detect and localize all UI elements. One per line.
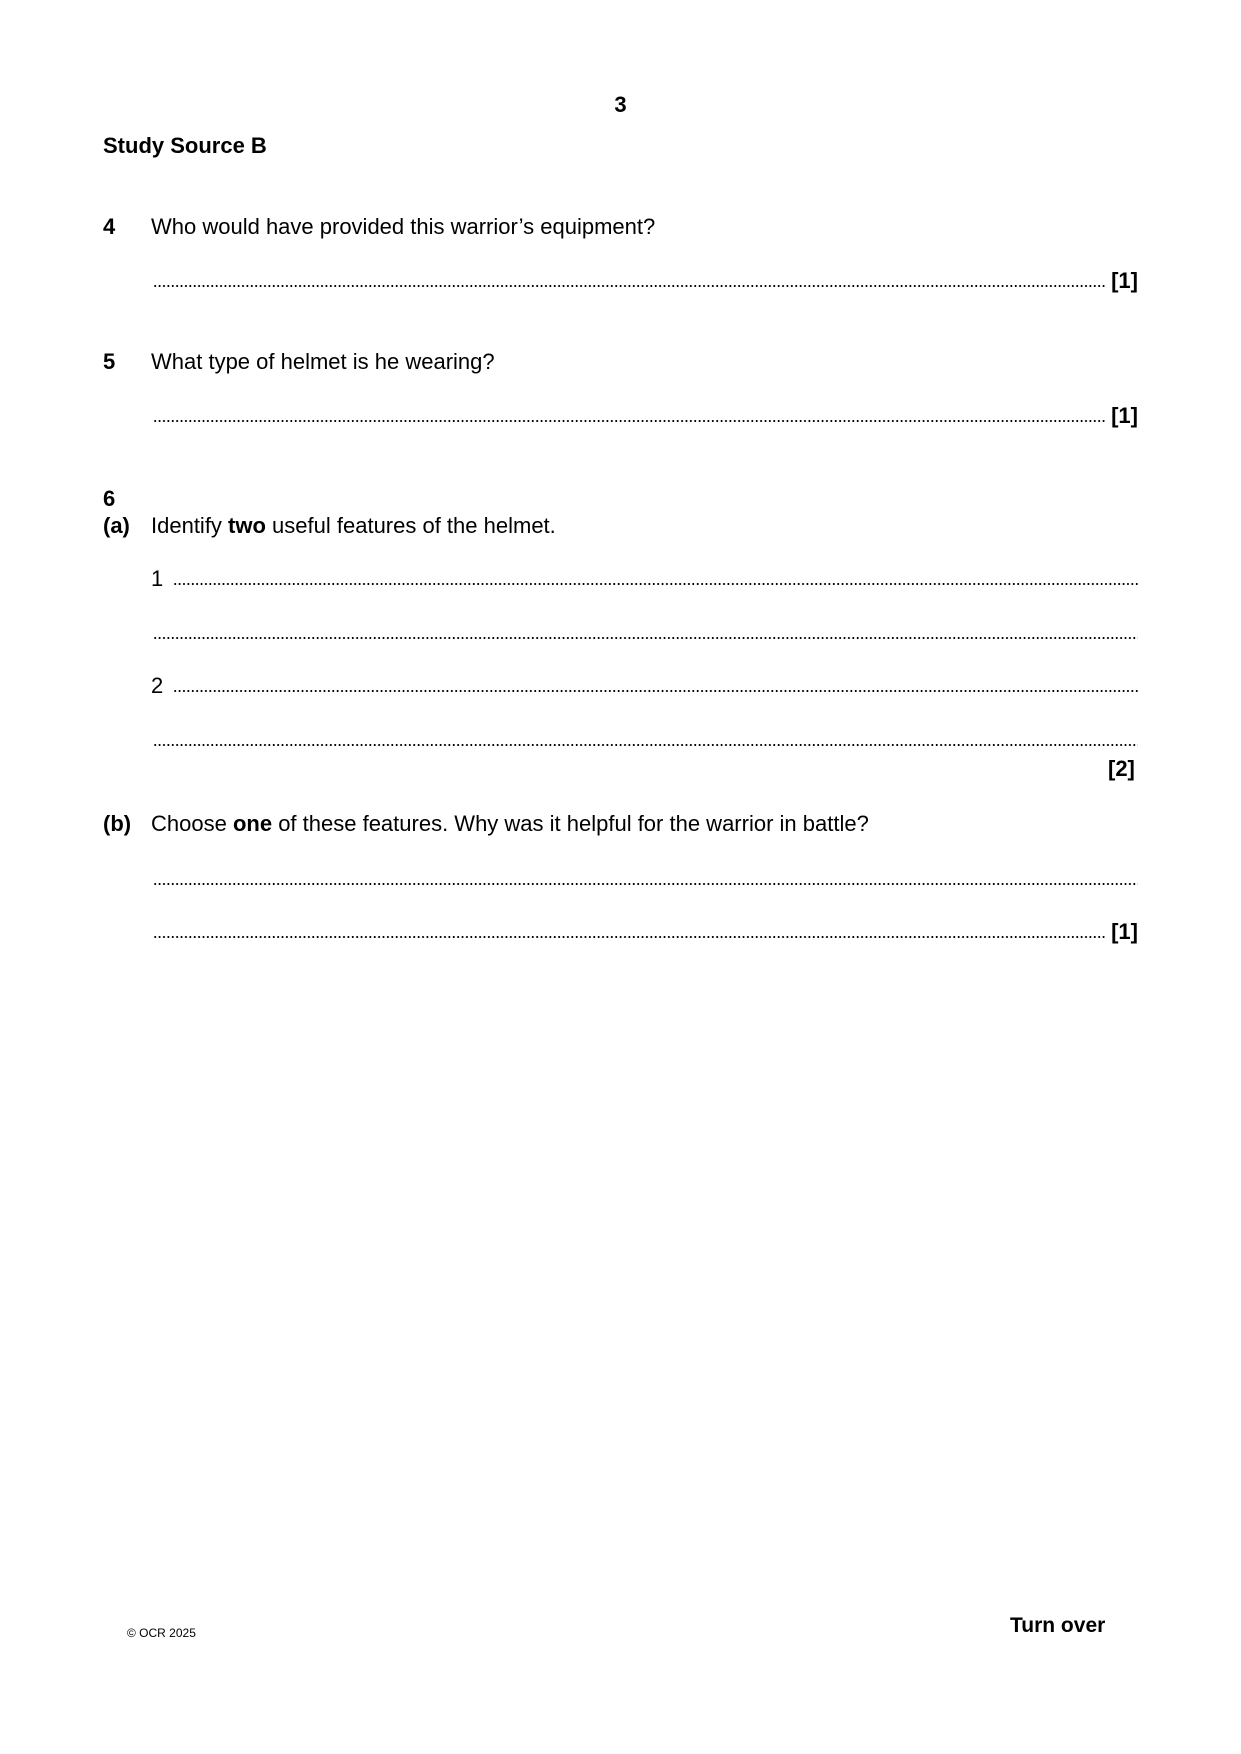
copyright-notice: © OCR 2025: [127, 1626, 196, 1640]
answer-dots: [153, 418, 1105, 424]
question-6a-text-after: useful features of the helmet.: [265, 513, 556, 538]
question-6b-text-after: of these features. Why was it helpful for the warrior in battle?: [272, 811, 869, 836]
question-6b-text-bold: one: [232, 811, 273, 836]
question-6a-text-bold: two: [228, 513, 266, 538]
answer-dots: [153, 635, 1138, 641]
question-6a-text-before: Identify: [151, 513, 229, 538]
answer-dots: [173, 581, 1138, 587]
question-5-mark: [1]: [1111, 403, 1138, 428]
question-6a-label: (a): [103, 513, 130, 538]
question-6a-answer-line-2[interactable]: [151, 673, 1138, 699]
question-6b-label: (b): [103, 811, 132, 836]
answer-dots: [153, 934, 1105, 940]
question-6b-text: [151, 811, 869, 837]
question-6b-answer-line-1[interactable]: [153, 866, 1138, 892]
answer-line-number: 1: [151, 566, 164, 591]
question-6a-answer-line-2-continued[interactable]: [153, 727, 1138, 753]
question-6a-text: [151, 513, 556, 539]
answer-dots: [153, 881, 1138, 887]
section-heading: Study Source B: [103, 133, 267, 158]
question-6-number: 6: [103, 486, 116, 511]
question-6b-text-before: Choose: [151, 811, 233, 836]
question-4-number: 4: [103, 214, 116, 239]
question-6a-mark: [2]: [1108, 756, 1135, 781]
page-number: 3: [614, 92, 627, 117]
answer-line-number: 2: [151, 673, 164, 698]
answer-dots: [153, 283, 1105, 289]
answer-dots: [173, 688, 1138, 694]
question-6a-answer-line-1[interactable]: [151, 566, 1138, 592]
question-4-text: Who would have provided this warrior’s equipment?: [151, 214, 656, 239]
question-6b-mark: [1]: [1111, 919, 1138, 944]
question-5-answer-line[interactable]: [153, 403, 1138, 429]
answer-dots: [153, 742, 1138, 748]
turn-over-label: Turn over: [1010, 1614, 1106, 1637]
question-6b-answer-line-2[interactable]: [153, 919, 1138, 945]
question-6a-answer-line-1-continued[interactable]: [153, 620, 1138, 646]
question-5-text: What type of helmet is he wearing?: [151, 349, 495, 374]
question-4-mark: [1]: [1111, 268, 1138, 293]
question-5-number: 5: [103, 349, 116, 374]
question-4-answer-line[interactable]: [153, 268, 1138, 294]
